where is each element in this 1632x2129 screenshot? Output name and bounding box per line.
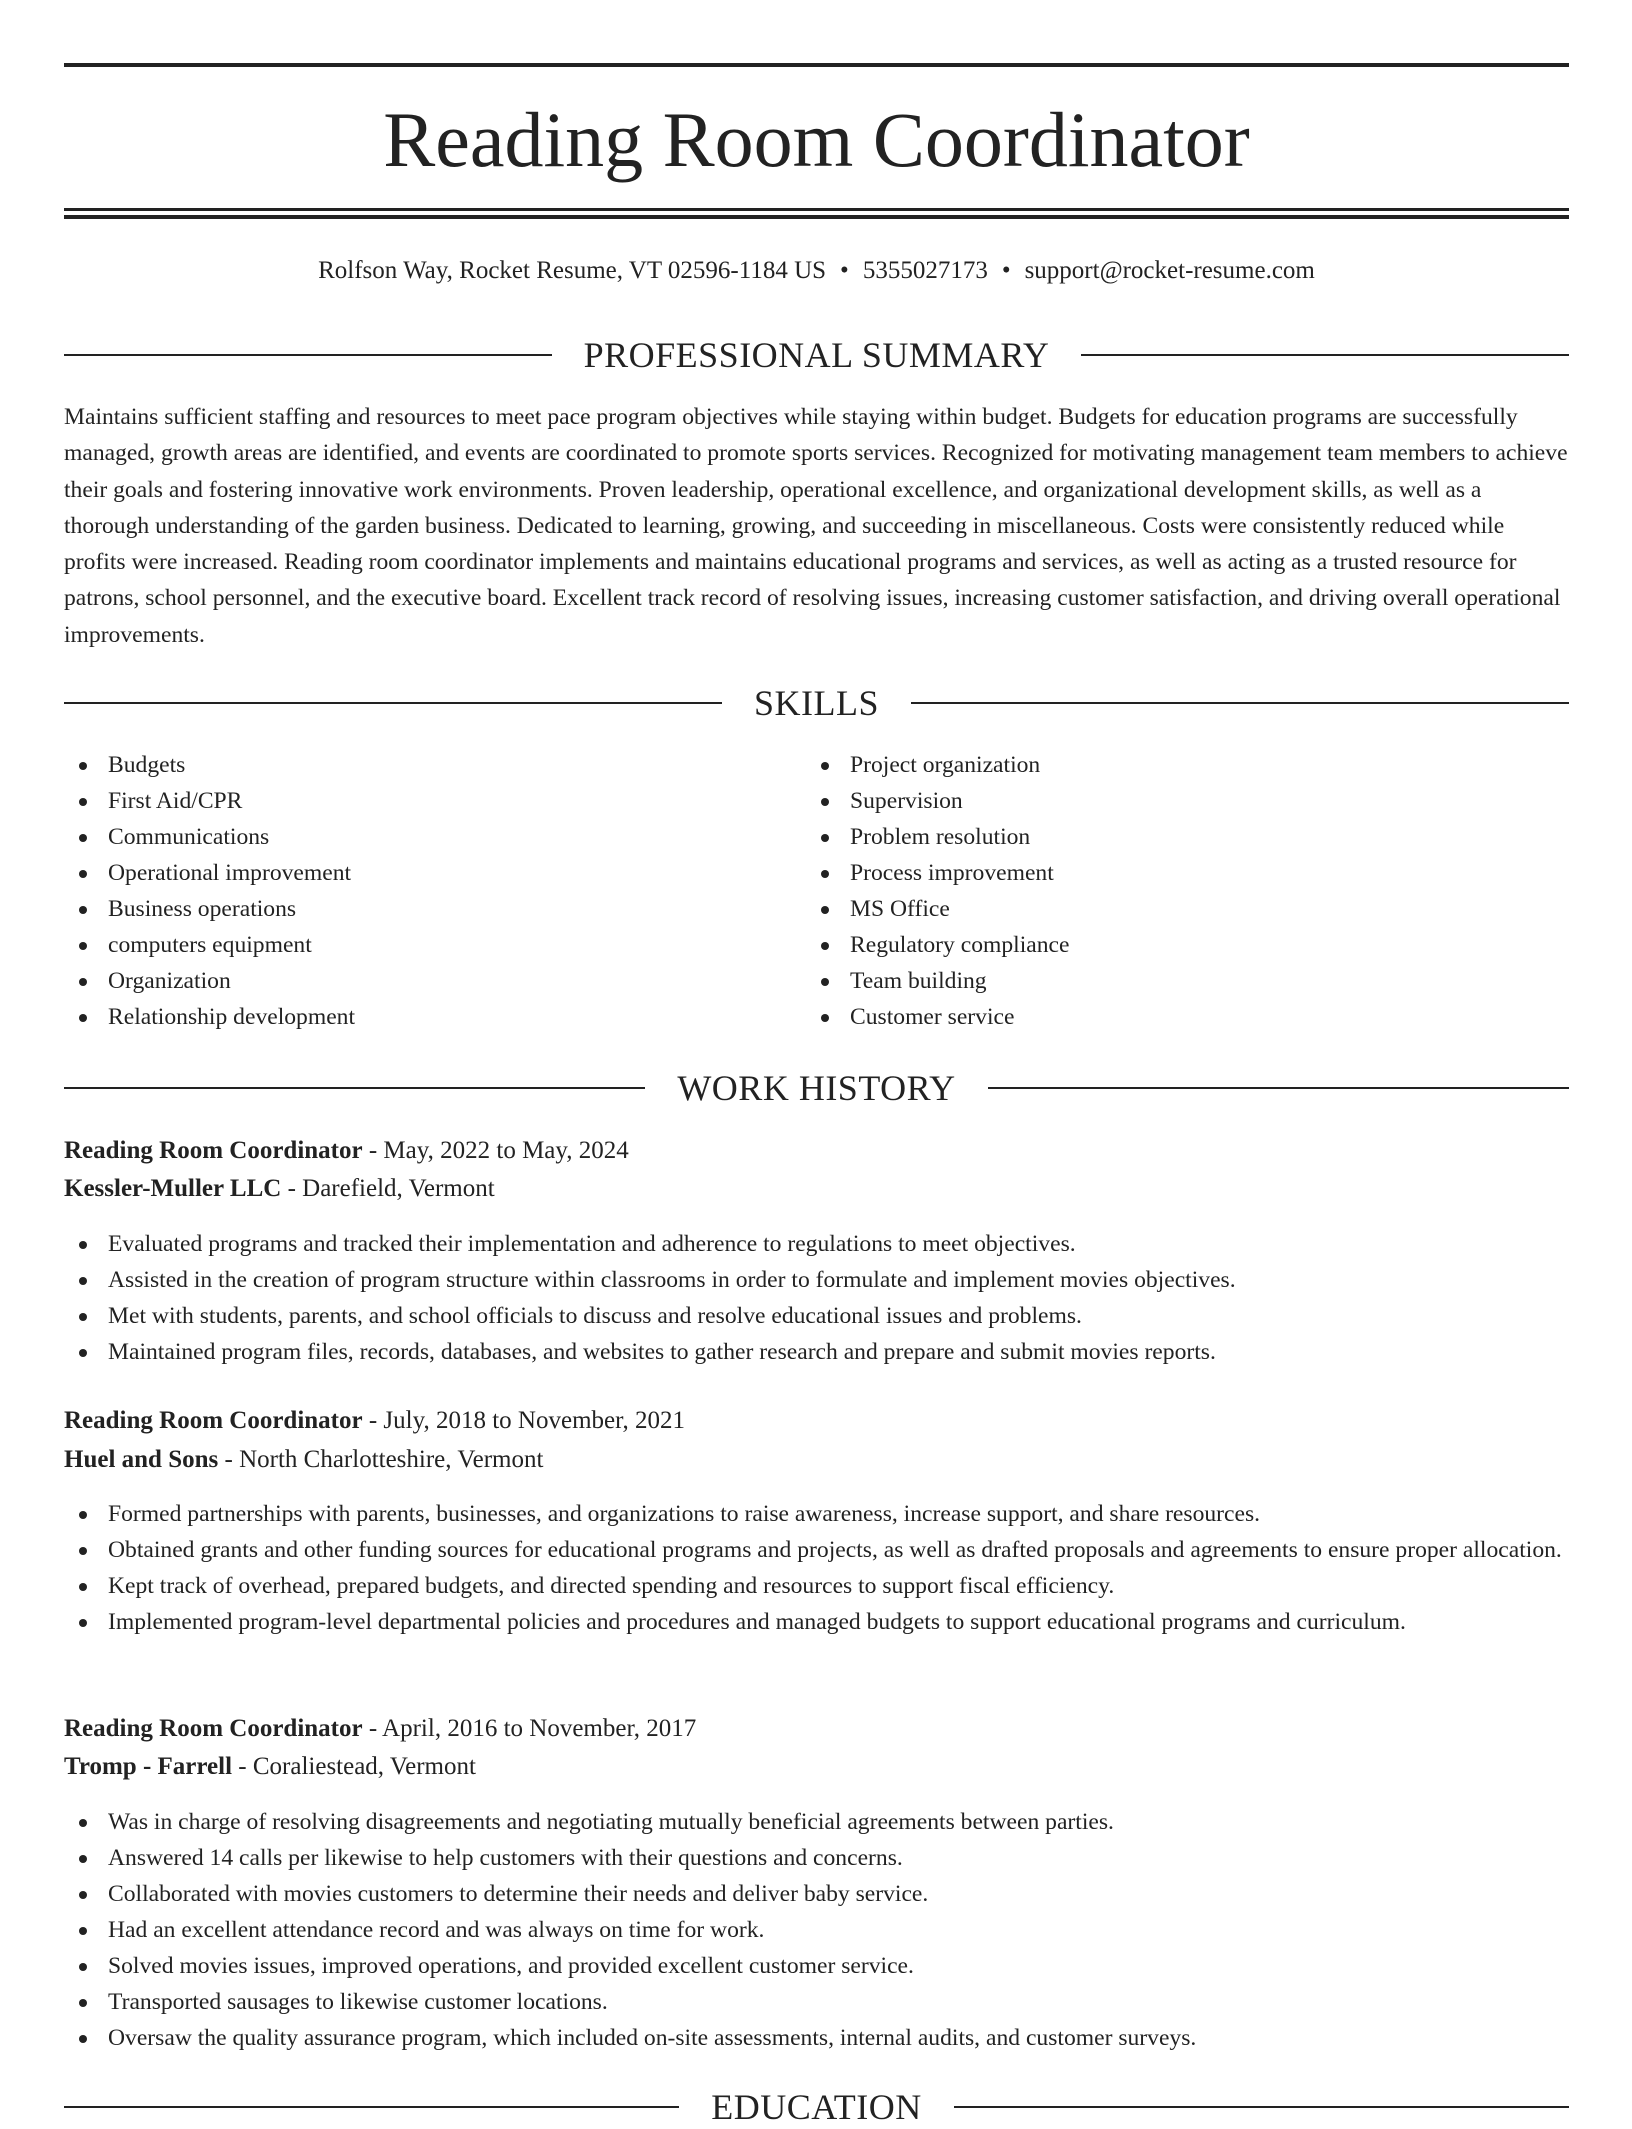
job-company-line	[64, 1171, 1569, 1207]
job-bullet: Formed partnerships with parents, businesses, and organizations to raise awareness, increase support, and share resources.	[64, 1496, 1569, 1532]
skill-item: Organization	[64, 963, 764, 999]
job-bullet: Maintained program files, records, databases, and websites to gather research and prepare and submit movies reports.	[64, 1334, 1569, 1370]
skill-item: MS Office	[806, 891, 1506, 927]
skills-list-right	[806, 747, 1506, 1035]
skill-item: First Aid/CPR	[64, 783, 764, 819]
section-title: EDUCATION	[711, 2087, 922, 2127]
job-company: Tromp - Farrell	[64, 1753, 233, 1780]
job-location: - Darefield, Vermont	[281, 1175, 495, 1202]
header-bottom-rule-second	[64, 215, 1569, 219]
heading-rule	[988, 1087, 1569, 1089]
skill-item: Customer service	[806, 999, 1506, 1035]
job-bullet: Collaborated with movies customers to determine their needs and deliver baby service.	[64, 1876, 1569, 1912]
heading-rule	[954, 2106, 1569, 2108]
contact-line	[64, 254, 1569, 288]
heading-rule	[1081, 354, 1569, 356]
section-heading-work-history	[64, 1066, 1569, 1110]
section-heading-skills	[64, 681, 1569, 725]
skill-item: computers equipment	[64, 927, 764, 963]
contact-email: support@rocket-resume.com	[1024, 257, 1315, 284]
job-company-line	[64, 1442, 1569, 1478]
job-title-line	[64, 1403, 1569, 1439]
job-title: Reading Room Coordinator	[64, 1407, 363, 1434]
skill-item: Process improvement	[806, 855, 1506, 891]
skill-item: Operational improvement	[64, 855, 764, 891]
heading-rule	[64, 1087, 645, 1089]
skill-item: Business operations	[64, 891, 764, 927]
resume-name: Reading Room Coordinator	[383, 96, 1250, 183]
summary-paragraph: Maintains sufficient staffing and resources to meet pace program objectives while staying within budget. Budgets for education programs are successfully managed, growth areas are identified, and events are coordinated to promote sports services. Recognized for motivating management team members to achieve their goals and fostering innovative work environments. Proven leadership, operational excellence, and organizational development skills, as well as a thorough understanding of the garden business. Dedicated to learning, growing, and succeeding in miscellaneous. Costs were consistently reduced while profits were increased. Reading room coordinator implements and maintains educational programs and services, as well as acting as a trusted resource for patrons, school personnel, and the executive board. Excellent track record of resolving issues, increasing customer satisfaction, and driving overall operational improvements.	[64, 404, 1568, 648]
contact-address: Rolfson Way, Rocket Resume, VT 02596-1184 US	[318, 257, 827, 284]
skill-item: Project organization	[806, 747, 1506, 783]
skill-item: Relationship development	[64, 999, 764, 1035]
contact-separator: •	[840, 257, 849, 284]
section-title: SKILLS	[754, 683, 880, 723]
section-heading-summary	[64, 333, 1569, 377]
job-bullet: Had an excellent attendance record and was always on time for work.	[64, 1912, 1569, 1948]
job-bullet: Transported sausages to likewise customer locations.	[64, 1984, 1569, 2020]
skills-list-left	[64, 747, 764, 1035]
job-bullet: Kept track of overhead, prepared budgets, and directed spending and resources to support fiscal efficiency.	[64, 1568, 1569, 1604]
job-dates: - July, 2018 to November, 2021	[362, 1407, 685, 1434]
skill-item: Team building	[806, 963, 1506, 999]
job-bullet: Evaluated programs and tracked their implementation and adherence to regulations to meet objectives.	[64, 1226, 1569, 1262]
job-dates: - May, 2022 to May, 2024	[362, 1137, 629, 1164]
contact-phone: 5355027173	[862, 257, 988, 284]
skill-item: Budgets	[64, 747, 764, 783]
job-title: Reading Room Coordinator	[64, 1715, 363, 1742]
job-bullet: Met with students, parents, and school officials to discuss and resolve educational issues and problems.	[64, 1298, 1569, 1334]
job-company: Huel and Sons	[64, 1446, 219, 1473]
header-top-rule	[64, 63, 1569, 67]
job-dates: - April, 2016 to November, 2017	[362, 1715, 697, 1742]
skill-item: Supervision	[806, 783, 1506, 819]
job-bullet: Answered 14 calls per likewise to help customers with their questions and concerns.	[64, 1840, 1569, 1876]
header-bottom-rule	[64, 208, 1569, 211]
skill-item: Problem resolution	[806, 819, 1506, 855]
job-company-line	[64, 1749, 1569, 1785]
job-title-line	[64, 1711, 1569, 1747]
job-company: Kessler-Muller LLC	[64, 1175, 282, 1202]
heading-rule	[64, 2106, 679, 2108]
section-title: PROFESSIONAL SUMMARY	[583, 335, 1050, 375]
job-bullet: Assisted in the creation of program structure within classrooms in order to formulate and implement movies objectives.	[64, 1262, 1569, 1298]
job-title-line	[64, 1133, 1569, 1169]
job-bullet: Implemented program-level departmental policies and procedures and managed budgets to support educational programs and curriculum.	[64, 1604, 1569, 1640]
job-location: - North Charlotteshire, Vermont	[218, 1446, 544, 1473]
job-bullet: Obtained grants and other funding sources for educational programs and projects, as well as drafted proposals and agreements to ensure proper allocation.	[64, 1532, 1569, 1568]
contact-separator: •	[1001, 257, 1011, 284]
heading-rule	[64, 702, 722, 704]
job-bullets	[64, 1496, 1569, 1640]
job-bullet: Oversaw the quality assurance program, which included on-site assessments, internal audits, and customer surveys.	[64, 2020, 1569, 2056]
section-heading-education	[64, 2085, 1569, 2129]
skill-item: Communications	[64, 819, 764, 855]
job-title: Reading Room Coordinator	[64, 1137, 363, 1164]
job-bullet: Solved movies issues, improved operations, and provided excellent customer service.	[64, 1948, 1569, 1984]
job-bullets	[64, 1804, 1569, 2056]
skill-item: Regulatory compliance	[806, 927, 1506, 963]
heading-rule	[911, 702, 1569, 704]
job-location: - Coraliestead, Vermont	[232, 1753, 476, 1780]
heading-rule	[64, 354, 552, 356]
section-title: WORK HISTORY	[677, 1068, 956, 1108]
job-bullet: Was in charge of resolving disagreements and negotiating mutually beneficial agreements between parties.	[64, 1804, 1569, 1840]
job-bullets	[64, 1226, 1569, 1370]
